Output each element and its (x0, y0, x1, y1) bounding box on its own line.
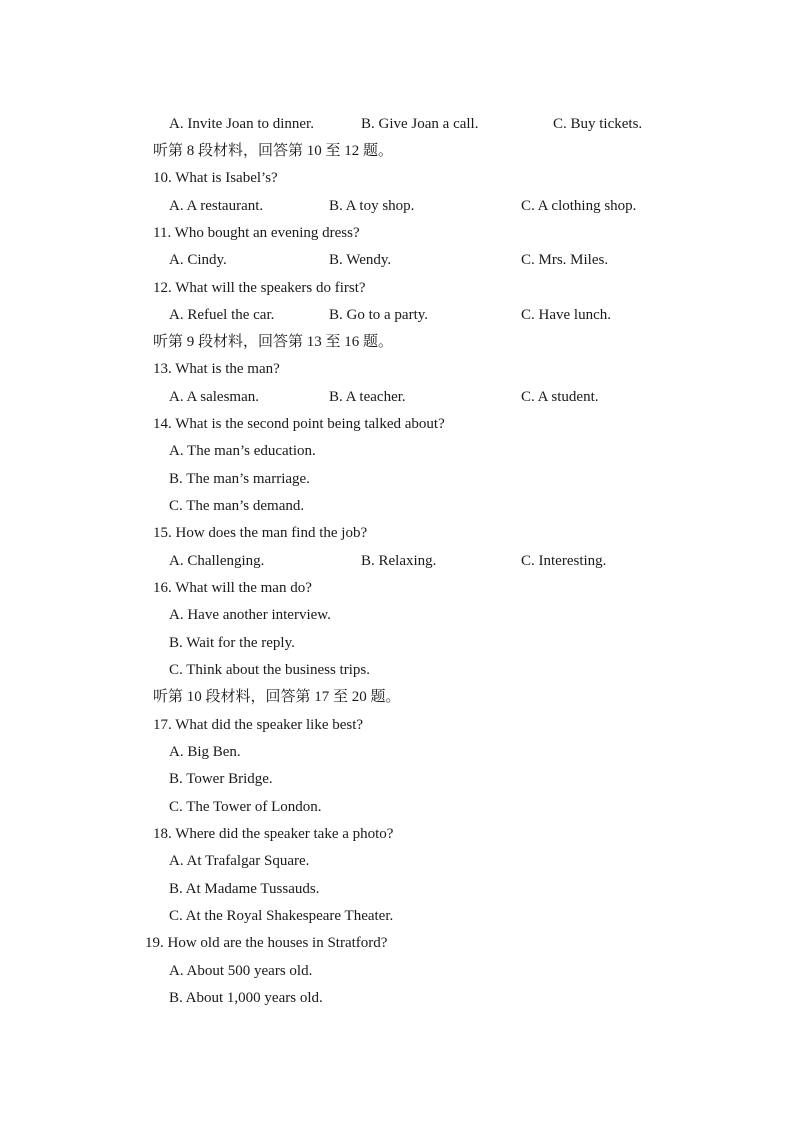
section-instruction: 听第 10 段材料，回答第 17 至 20 题。 (153, 689, 401, 705)
question-14: 14. What is the second point being talked about? (153, 416, 445, 432)
option-b: B. Tower Bridge. (169, 771, 273, 787)
option-c: C. A student. (521, 389, 599, 405)
option-b: B. The man’s marriage. (169, 471, 310, 487)
option-a: A. A restaurant. (169, 198, 264, 214)
option-b: B. Relaxing. (361, 553, 437, 569)
option-b: B. Go to a party. (329, 307, 429, 323)
option-c: C. Have lunch. (521, 307, 611, 323)
option-b: B. Wait for the reply. (169, 635, 295, 651)
option-a: A. Invite Joan to dinner. (169, 116, 314, 132)
option-a: A. Challenging. (169, 553, 265, 569)
question-12: 12. What will the speakers do first? (153, 280, 366, 296)
question-11: 11. Who bought an evening dress? (153, 225, 360, 241)
option-c: C. Buy tickets. (553, 116, 643, 132)
option-a: A. A salesman. (169, 389, 259, 405)
question-13: 13. What is the man? (153, 361, 280, 377)
option-b: B. Give Joan a call. (361, 116, 479, 132)
option-c: C. Interesting. (521, 553, 607, 569)
option-a: A. About 500 years old. (169, 963, 313, 979)
section-instruction: 听第 8 段材料，回答第 10 至 12 题。 (153, 143, 394, 159)
option-a: A. At Trafalgar Square. (169, 853, 310, 869)
option-c: C. The Tower of London. (169, 799, 322, 815)
option-c: C. A clothing shop. (521, 198, 637, 214)
option-a: A. Big Ben. (169, 744, 241, 760)
question-15: 15. How does the man find the job? (153, 525, 368, 541)
question-10: 10. What is Isabel’s? (153, 170, 278, 186)
question-19: 19. How old are the houses in Stratford? (145, 935, 388, 951)
option-b: B. At Madame Tussauds. (169, 881, 320, 897)
option-a: A. Cindy. (169, 252, 227, 268)
option-b: B. About 1,000 years old. (169, 990, 323, 1006)
option-c: C. Think about the business trips. (169, 662, 370, 678)
option-a: A. Refuel the car. (169, 307, 275, 323)
question-17: 17. What did the speaker like best? (153, 717, 364, 733)
question-18: 18. Where did the speaker take a photo? (153, 826, 394, 842)
option-c: C. Mrs. Miles. (521, 252, 609, 268)
section-instruction: 听第 9 段材料，回答第 13 至 16 题。 (153, 334, 394, 350)
option-b: B. A toy shop. (329, 198, 415, 214)
question-16: 16. What will the man do? (153, 580, 312, 596)
option-c: C. The man’s demand. (169, 498, 305, 514)
option-a: A. The man’s education. (169, 443, 316, 459)
option-b: B. Wendy. (329, 252, 392, 268)
option-a: A. Have another interview. (169, 607, 331, 623)
option-c: C. At the Royal Shakespeare Theater. (169, 908, 394, 924)
option-b: B. A teacher. (329, 389, 406, 405)
